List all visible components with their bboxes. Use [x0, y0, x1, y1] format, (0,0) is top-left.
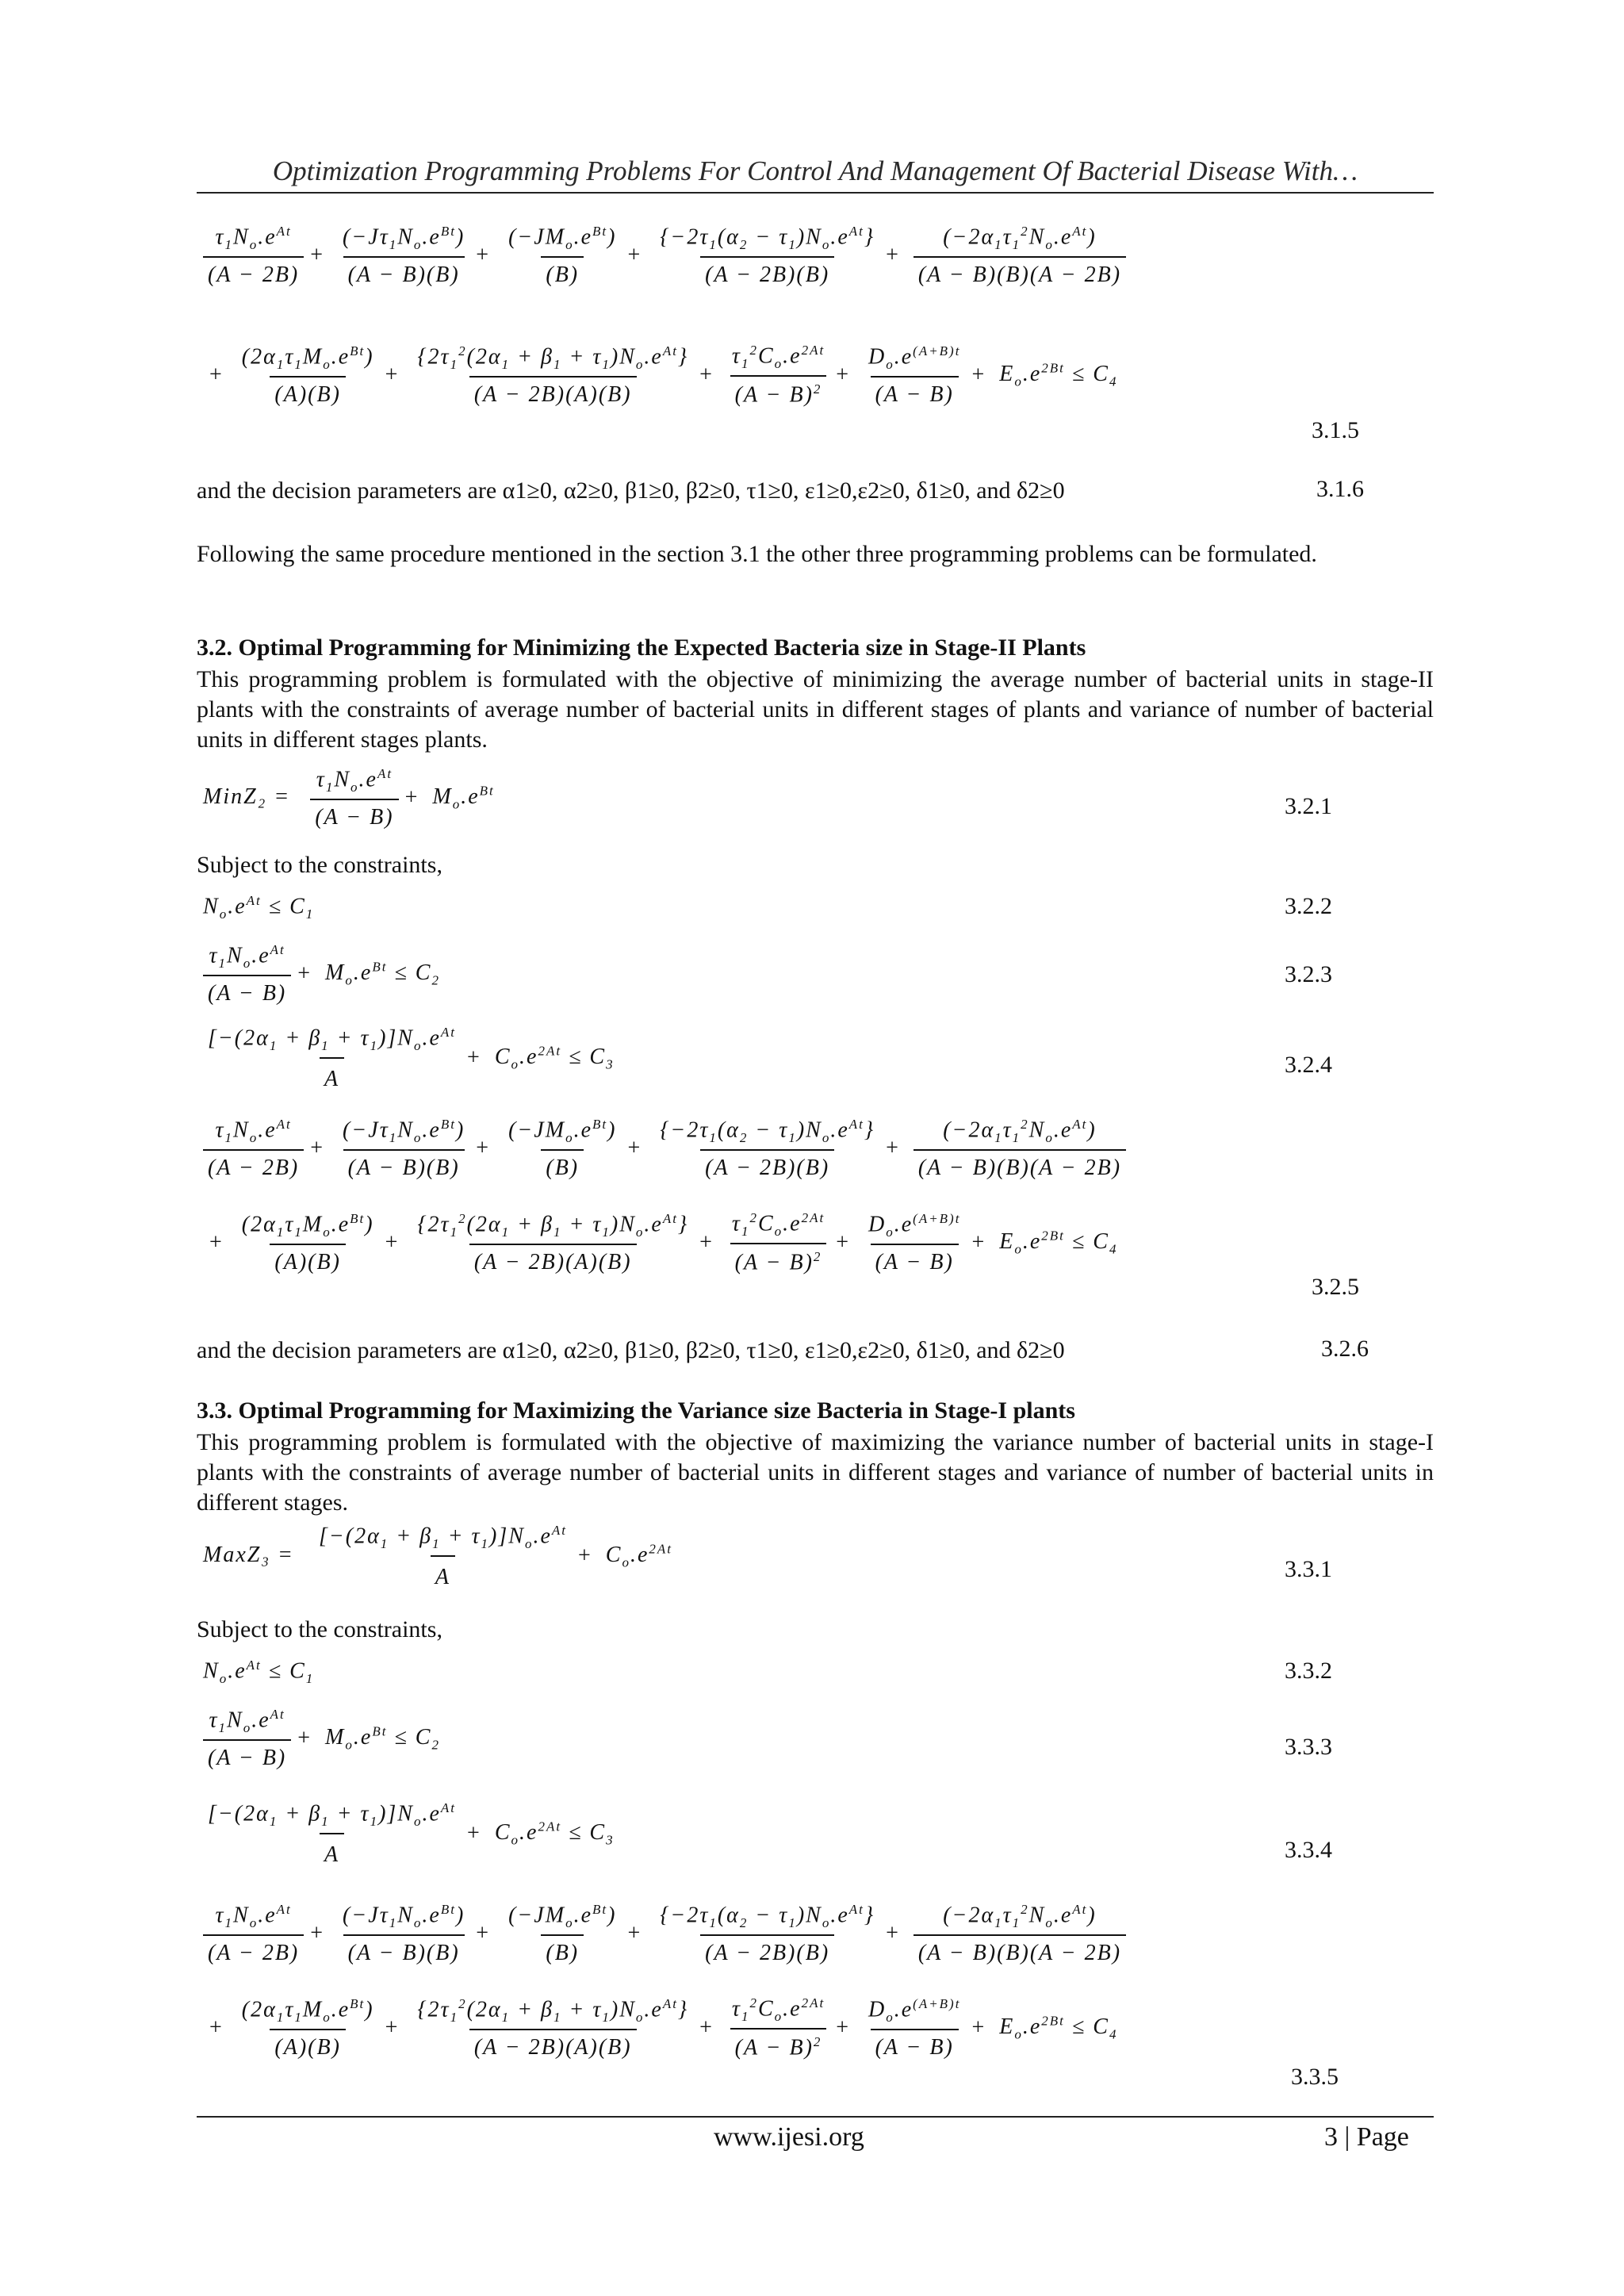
eq-number: 3.2.2 — [1285, 893, 1332, 919]
eq-number: 3.2.4 — [1285, 1052, 1332, 1078]
eq-number: 3.2.1 — [1285, 793, 1332, 819]
equation-3-2-3: $\frac{\tau_1N_o.e^{At}}{(A - B)}$ + $M_o.e^{Bt} \le C_2$ — [203, 942, 440, 1006]
equation-3-2-1: MinZ₂ = $\frac{\tau_1N_o.e^{At}}{(A - B)}$ + $M_o.e^{Bt}$ — [203, 766, 495, 830]
equation-3-2-5-line1: $\frac{\tau_1N_o.e^{At}}{(A - 2B)}$ + $\frac{(-J\tau_1N_o.e^{Bt})}{(A - B)(B)}$ + $\frac{(-JM_o.e^{Bt})}{(B)}$ + $\frac{\{-2\tau_1(\alpha_2 - \tau_1)N_o.e^{At}\}}{(A - 2B)(B)}$ + $\frac{(-2\alpha_1\tau_1^2N_o.e^{At})}{(A - B)(B)(A - 2B)}$ — [203, 1117, 1126, 1181]
subject-to-label: Subject to the constraints, — [197, 1616, 442, 1642]
objective-minz2: MinZ₂ = — [203, 784, 291, 809]
eq-number: 3.2.6 — [1321, 1336, 1369, 1362]
footer-url[interactable]: www.ijesi.org — [714, 2122, 864, 2152]
eq-number: 3.3.2 — [1285, 1658, 1332, 1684]
equation-3-3-1: MaxZ₃ = $\frac{[-(2\alpha_1 + \beta_1 + \tau_1)]N_o.e^{At}}{A}$ + $C_o.e^{2At}$ — [203, 1523, 673, 1589]
equation-3-3-2: $N_o.e^{At} \le C_1$ — [203, 1658, 315, 1686]
paragraph-3-3: This programming problem is formulated with the objective of maximizing the variance number of bacterial units in stage-I plants with the constraints of average number of bacterial units in different stages and variance of number of bacterial units in different stages. — [197, 1429, 1434, 1516]
objective-maxz3: MaxZ₃ = — [203, 1542, 294, 1567]
decision-parameters-3-2-6: and the decision parameters are α1≥0, α2≥0, β1≥0, β2≥0, τ1≥0, ε1≥0,ε2≥0, δ1≥0, and δ2≥0 — [197, 1337, 1065, 1363]
eq-number: 3.3.5 — [1291, 2064, 1339, 2090]
eq-number: 3.3.4 — [1285, 1837, 1332, 1863]
equation-3-2-5-line2: + $\frac{(2\alpha_1\tau_1M_o.e^{Bt})}{(A)(B)}$ + $\frac{\{2\tau_1^2(2\alpha_1 + \beta_1 + \tau_1)N_o.e^{At}\}}{(A - 2B)(A)(B)}$ + $\frac{\tau_1^2C_o.e^{2At}}{(A - B)^2}$ + $\frac{D_o.e^{(A+B)t}}{(A - B)}$ + $E_o.e^{2Bt} \le C_4$ — [209, 1210, 1118, 1275]
eq-number: 3.1.6 — [1316, 476, 1364, 502]
subject-to-label: Subject to the constraints, — [197, 852, 442, 878]
paragraph-following: Following the same procedure mentioned in the section 3.1 the other three programming problems can be formulated. — [197, 541, 1317, 567]
equation-3-3-5-line2: + $\frac{(2\alpha_1\tau_1M_o.e^{Bt})}{(A)(B)}$ + $\frac{\{2\tau_1^2(2\alpha_1 + \beta_1 + \tau_1)N_o.e^{At}\}}{(A - 2B)(A)(B)}$ + $\frac{\tau_1^2C_o.e^{2At}}{(A - B)^2}$ + $\frac{D_o.e^{(A+B)t}}{(A - B)}$ + $E_o.e^{2Bt} \le C_4$ — [209, 1995, 1118, 2060]
equation-3-3-4: $\frac{[-(2\alpha_1 + \beta_1 + \tau_1)]N_o.e^{At}}{A}$ + $C_o.e^{2At} \le C_3$ — [208, 1800, 615, 1867]
equation-3-2-4: $\frac{[-(2\alpha_1 + \beta_1 + \tau_1)]N_o.e^{At}}{A}$ + $C_o.e^{2At} \le C_3$ — [208, 1025, 615, 1091]
section-heading-3-3: 3.3. Optimal Programming for Maximizing the Variance size Bacteria in Stage-I plants — [197, 1397, 1075, 1424]
paragraph-3-2: This programming problem is formulated with the objective of minimizing the average number of bacterial units in stage-II plants with the constraints of average number of bacterial units in different stages of plants and variance of number of bacterial units in different stages plants. — [197, 666, 1434, 753]
running-title: Optimization Programming Problems For Control And Management Of Bacterial Disease With… — [272, 155, 1358, 186]
eq-number: 3.3.1 — [1285, 1556, 1332, 1582]
section-heading-3-2: 3.2. Optimal Programming for Minimizing the Expected Bacteria size in Stage-II Plants — [197, 634, 1086, 661]
footer-page-number: 3 | Page — [1324, 2122, 1409, 2152]
equation-3-1-5-line1: $\frac{\tau_1N_o.e^{At}}{(A - 2B)}$ + $\frac{(-J\tau_1N_o.e^{Bt})}{(A - B)(B)}$ + $\frac{(-JM_o.e^{Bt})}{(B)}$ + $\frac{\{-2\tau_1(\alpha_2 - \tau_1)N_o.e^{At}\}}{(A - 2B)(B)}$ + $\frac{(-2\alpha_1\tau_1^2N_o.e^{At})}{(A - B)(B)(A - 2B)}$ — [203, 224, 1126, 288]
eq-number: 3.1.5 — [1312, 417, 1359, 443]
equation-3-2-2: $N_o.e^{At} \le C_1$ — [203, 893, 315, 922]
equation-3-1-5-line2: + $\frac{(2\alpha_1\tau_1M_o.e^{Bt})}{(A)(B)}$ + $\frac{\{2\tau_1^2(2\alpha_1 + \beta_1 + \tau_1)N_o.e^{At}\}}{(A - 2B)(A)(B)}$ + $\frac{\tau_1^2C_o.e^{2At}}{(A - B)^2}$ + $\frac{D_o.e^{(A+B)t}}{(A - B)}$ + $E_o.e^{2Bt} \le C_4$ — [209, 343, 1118, 408]
eq-number: 3.3.3 — [1285, 1734, 1332, 1760]
eq-number: 3.2.5 — [1312, 1274, 1359, 1300]
header-rule — [197, 192, 1434, 194]
equation-3-3-5-line1: $\frac{\tau_1N_o.e^{At}}{(A - 2B)}$ + $\frac{(-J\tau_1N_o.e^{Bt})}{(A - B)(B)}$ + $\frac{(-JM_o.e^{Bt})}{(B)}$ + $\frac{\{-2\tau_1(\alpha_2 - \tau_1)N_o.e^{At}\}}{(A - 2B)(B)}$ + $\frac{(-2\alpha_1\tau_1^2N_o.e^{At})}{(A - B)(B)(A - 2B)}$ — [203, 1902, 1126, 1966]
decision-parameters-3-1-6: and the decision parameters are α1≥0, α2≥0, β1≥0, β2≥0, τ1≥0, ε1≥0,ε2≥0, δ1≥0, and δ2≥0 — [197, 477, 1065, 504]
footer-rule — [197, 2116, 1434, 2118]
eq-number: 3.2.3 — [1285, 961, 1332, 987]
equation-3-3-3: $\frac{\tau_1N_o.e^{At}}{(A - B)}$ + $M_o.e^{Bt} \le C_2$ — [203, 1707, 440, 1771]
